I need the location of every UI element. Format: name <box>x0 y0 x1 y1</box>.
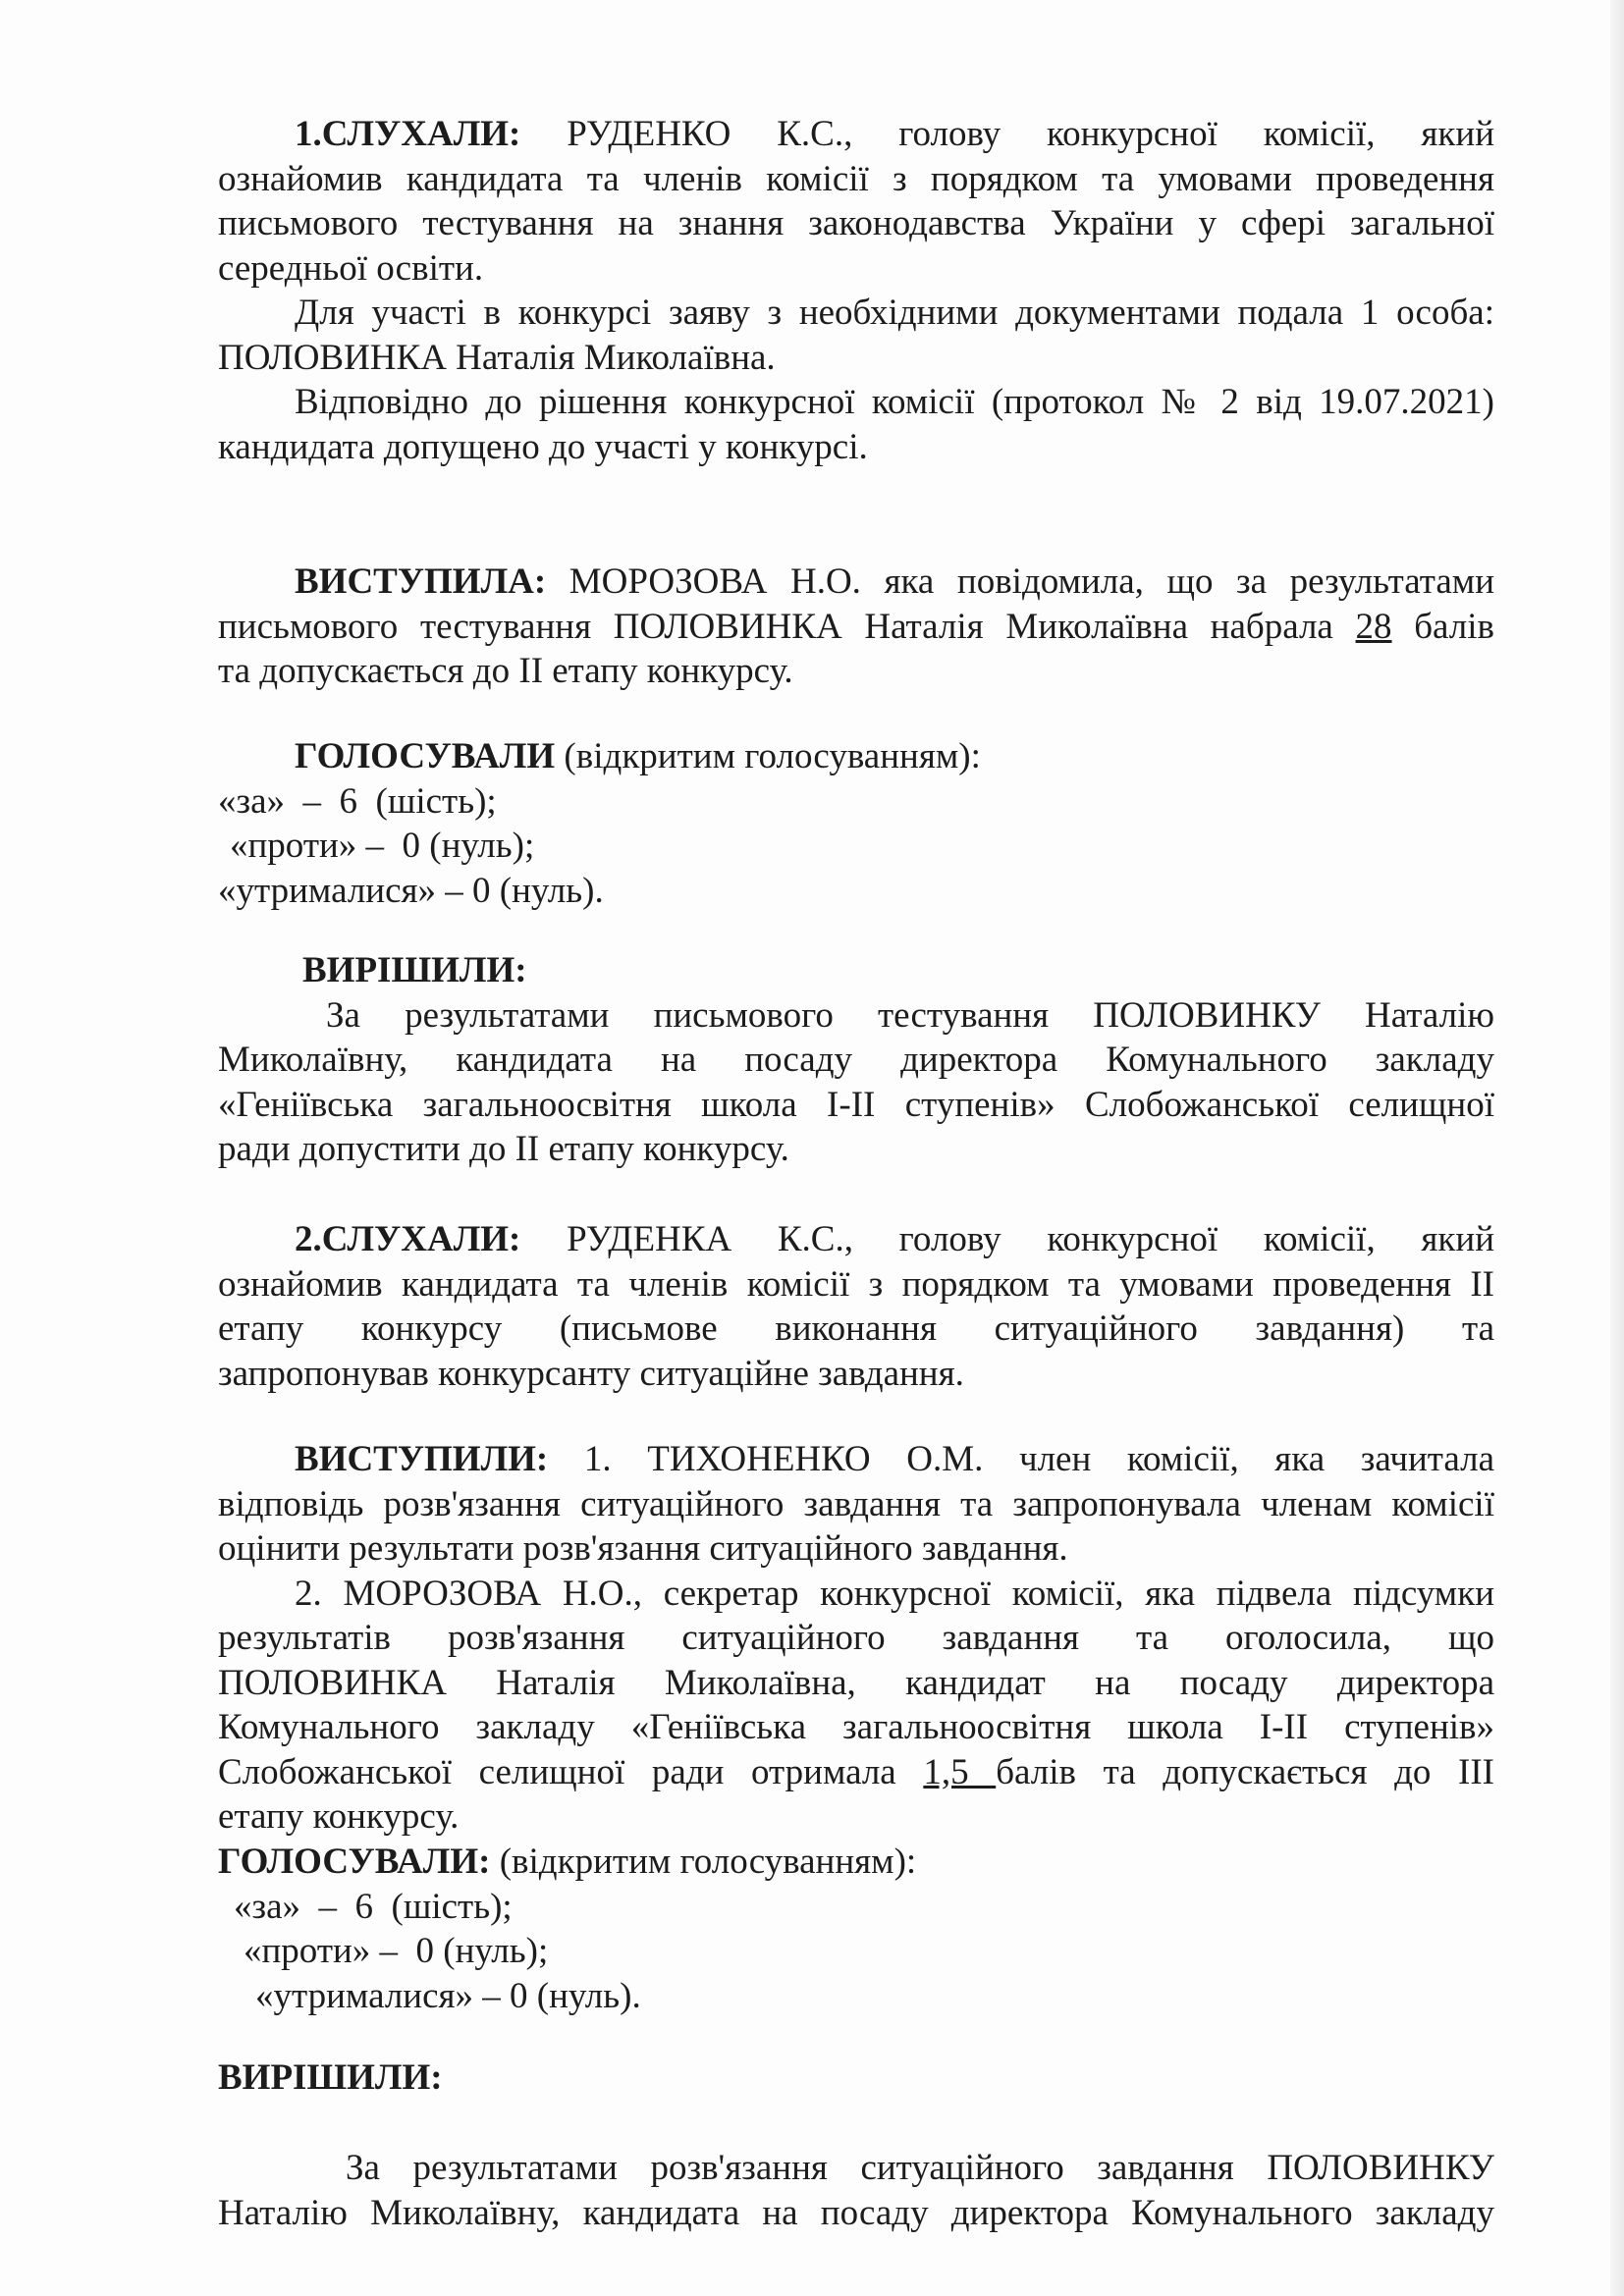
paragraph-line: оцінити результати розв'язання ситуаційного завдання. <box>218 1528 1068 1569</box>
paragraph-line: ознайомив кандидата та членів комісії з порядком та умовами проведення <box>218 158 1494 199</box>
paragraph-line: 2. МОРОЗОВА Н.О., секретар конкурсної комісії, яка підвела підсумки <box>295 1573 1494 1614</box>
paragraph-line <box>218 1437 1494 1482</box>
vote-2 <box>218 1840 1494 2018</box>
heard-label: 2.СЛУХАЛИ: <box>295 1219 521 1259</box>
vote-against: «проти» – 0 (нуль); <box>244 1931 549 1971</box>
paragraph-line: Відповідно до рішення конкурсної комісії (протокол № 2 від 19.07.2021) <box>295 382 1494 422</box>
paragraph-line: середньої освіти. <box>218 247 484 289</box>
text-run: письмового тестування ПОЛОВИНКА Наталія Миколаївна набрала <box>218 606 1356 647</box>
vote-against: «проти» – 0 (нуль); <box>230 826 535 866</box>
paragraph-line: та допускається до ІІ етапу конкурсу. <box>218 651 793 691</box>
decision-1 <box>218 948 1494 1172</box>
paragraph-line: Комунального закладу «Геніївська загальноосвітня школа І-ІІ ступенів» <box>218 1707 1494 1747</box>
section-2-heard <box>218 1217 1494 1396</box>
paragraph-line: «Геніївська загальноосвітня школа І-ІІ ступенів» Слобожанської селищної <box>218 1084 1494 1125</box>
paragraph-line: За результатами розв'язання ситуаційного завдання ПОЛОВИНКУ <box>346 2148 1494 2188</box>
paragraph-line <box>218 560 1494 605</box>
voted-label: ГОЛОСУВАЛИ: <box>218 1842 491 1882</box>
paragraph-line: ради допустити до ІІ етапу конкурсу. <box>218 1129 789 1169</box>
paragraph-line: ПОЛОВИНКА Наталія Миколаївна. <box>218 337 776 378</box>
vote-abstain: «утрималися» – 0 (нуль). <box>255 1975 641 2016</box>
decision-2 <box>218 2056 1494 2101</box>
paragraph-line: етапу конкурсу. <box>218 1796 460 1837</box>
vote-for: «за» – 6 (шість); <box>218 780 497 822</box>
page-edge <box>1610 0 1624 2296</box>
text-run: МОРОЗОВА Н.О. яка повідомила, що за результатами <box>546 561 1494 602</box>
vote-1 <box>218 734 1494 913</box>
paragraph-line: Наталію Миколаївну, кандидата на посаду директора Комунального закладу <box>218 2192 1494 2233</box>
vote-for: «за» – 6 (шість); <box>234 1886 513 1927</box>
text-run: (відкритим голосуванням): <box>490 1842 917 1882</box>
speech-2 <box>218 1437 1494 1840</box>
decided-label: ВИРІШИЛИ: <box>218 2057 443 2098</box>
paragraph-line: кандидата допущено до участі у конкурсі. <box>218 426 868 467</box>
task-score: 1,5 <box>923 1751 997 1792</box>
text-run: РУДЕНКА К.С., голову конкурсної комісії, який <box>520 1219 1494 1259</box>
spoke-label: ВИСТУПИЛИ: <box>295 1439 549 1479</box>
paragraph-line <box>218 112 1494 157</box>
speech-1 <box>218 560 1494 694</box>
decided-label: ВИРІШИЛИ: <box>302 950 527 990</box>
paragraph-line <box>218 1217 1494 1262</box>
paragraph-line: За результатами письмового тестування ПОЛОВИНКУ Наталію <box>326 994 1494 1036</box>
paragraph-line: результатів розв'язання ситуаційного завдання та оголосила, що <box>218 1618 1494 1658</box>
section-1-heard <box>218 112 1494 469</box>
voted-label: ГОЛОСУВАЛИ <box>295 736 556 776</box>
vote-abstain: «утрималися» – 0 (нуль). <box>218 870 604 911</box>
text-run: балів та допускається до ІІІ <box>996 1751 1494 1792</box>
text-run: 1. ТИХОНЕНКО О.М. член комісії, яка зачитала <box>548 1439 1494 1479</box>
paragraph-line: Для участі в конкурсі заяву з необхідними документами подала 1 особа: <box>295 293 1494 333</box>
decision-2-text <box>218 2146 1494 2235</box>
text-run: Слобожанської селищної ради отримала <box>218 1751 924 1792</box>
paragraph-line: запропонував конкурсанту ситуаційне завдання. <box>218 1353 964 1394</box>
test-score: 28 <box>1355 606 1392 647</box>
paragraph-line <box>218 1750 1494 1795</box>
text-run: РУДЕНКО К.С., голову конкурсної комісії, який <box>520 114 1494 154</box>
vote-heading <box>218 734 1494 779</box>
paragraph-line: відповідь розв'язання ситуаційного завдання та запропонувала членам комісії <box>218 1483 1494 1524</box>
text-run: (відкритим голосуванням): <box>555 736 981 776</box>
paragraph-line: ПОЛОВИНКА Наталія Миколаївна, кандидат на посаду директора <box>218 1662 1494 1703</box>
heard-label: 1.СЛУХАЛИ: <box>295 114 521 154</box>
paragraph-line <box>218 605 1494 650</box>
text-run: балів <box>1391 606 1494 647</box>
paragraph-line: ознайомив кандидата та членів комісії з порядком та умовами проведення ІІ <box>218 1263 1494 1305</box>
vote-heading <box>218 1840 1494 1885</box>
paragraph-line: письмового тестування на знання законодавства України у сфері загальної <box>218 203 1494 243</box>
spoke-label: ВИСТУПИЛА: <box>295 561 547 602</box>
paragraph-line: етапу конкурсу (письмове виконання ситуаційного завдання) та <box>218 1308 1494 1349</box>
paragraph-line: Миколаївну, кандидата на посаду директора Комунального закладу <box>218 1040 1494 1080</box>
